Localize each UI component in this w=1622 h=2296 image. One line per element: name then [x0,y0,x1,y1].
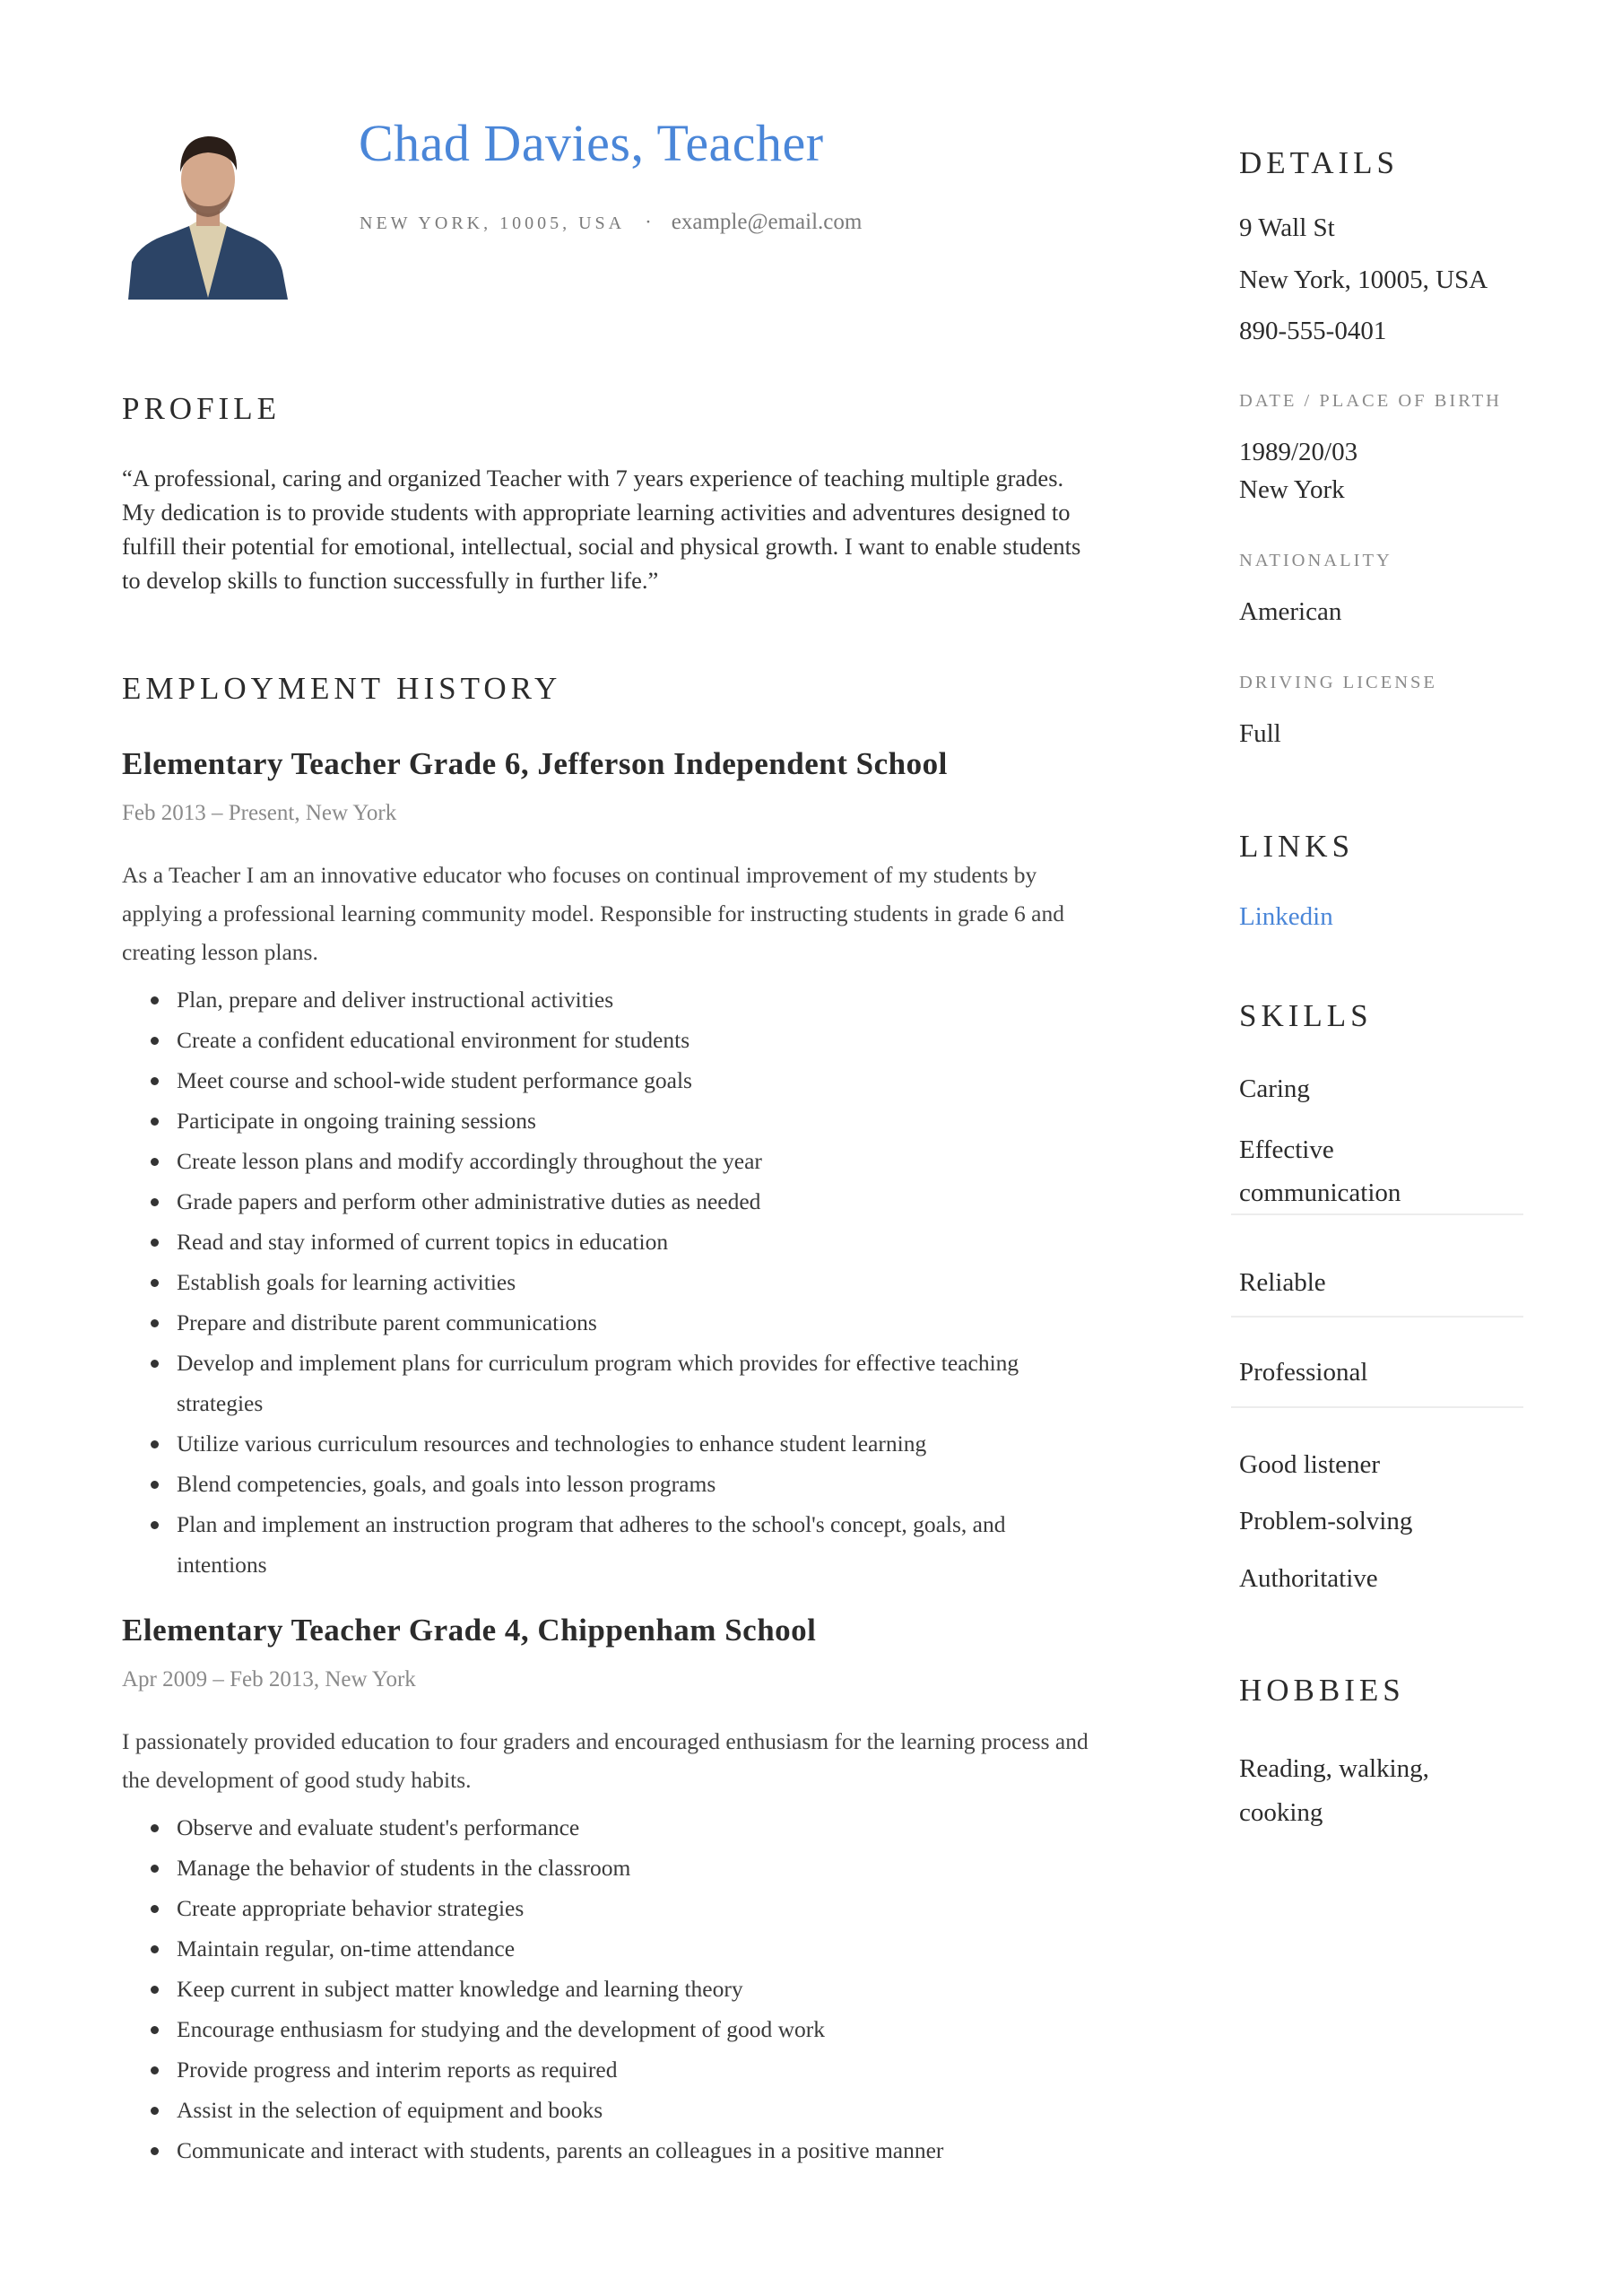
job-description: I passionately provided education to four graders and encouraged enthusiasm for the learning process and the development of good study habits. [122,1728,1089,1793]
list-item: Utilize various curriculum resources and technologies to enhance student learning [122,1423,1099,1464]
list-item: Provide progress and interim reports as required [122,2049,1099,2090]
contact-city: NEW YORK, 10005, USA [360,213,626,233]
driving-license-label: DRIVING LICENSE [1239,673,1437,692]
list-item: Observe and evaluate student's performance [122,1807,1099,1848]
address-street: 9 Wall St [1239,213,1335,242]
profile-photo [128,127,288,300]
nationality-value: American [1239,597,1342,626]
job-duties-list [122,1807,1099,2170]
list-item: Assist in the selection of equipment and books [122,2090,1099,2130]
contact-line [360,210,862,235]
employment-heading: EMPLOYMENT HISTORY [122,671,562,706]
list-item: Prepare and distribute parent communications [122,1302,1099,1343]
list-item: Create a confident educational environment for students [122,1020,1099,1060]
skill-divider [1231,1213,1523,1215]
skill-item: Problem-solving [1239,1507,1413,1535]
list-item: Meet course and school-wide student performance goals [122,1060,1099,1100]
list-item: Read and stay informed of current topics in education [122,1222,1099,1262]
candidate-name-title: Chad Davies, Teacher [359,114,824,172]
job-description: As a Teacher I am an innovative educator who focuses on continual improvement of my students by applying a professional learning community model. Responsible for instructing students in grade 6 and creating lesson plans. [122,862,1064,965]
skill-item: Reliable [1239,1268,1326,1297]
skill-item: Good listener [1239,1450,1381,1479]
job-dates: Apr 2009 – Feb 2013, New York [122,1667,416,1692]
list-item: Create appropriate behavior strategies [122,1888,1099,1928]
list-item: Encourage enthusiasm for studying and the development of good work [122,2009,1099,2049]
list-item: Establish goals for learning activities [122,1262,1099,1302]
person-portrait-icon [128,127,288,300]
phone-number: 890-555-0401 [1239,317,1387,345]
skill-item: Authoritative [1239,1564,1378,1593]
job-title: Elementary Teacher Grade 4, Chippenham School [122,1613,817,1648]
driving-license-value: Full [1239,719,1281,748]
skill-item: Effective communication [1239,1135,1401,1207]
list-item: Create lesson plans and modify accordingly throughout the year [122,1141,1099,1181]
linkedin-link[interactable]: Linkedin [1239,902,1333,931]
details-heading: DETAILS [1239,145,1400,180]
nationality-label: NATIONALITY [1239,551,1392,570]
birth-date: 1989/20/03 [1239,438,1358,466]
skill-divider [1231,1406,1523,1408]
list-item: Keep current in subject matter knowledge and learning theory [122,1969,1099,2009]
skills-heading: SKILLS [1239,998,1373,1033]
skill-divider [1231,1316,1523,1318]
contact-separator: · [645,211,652,233]
list-item: Plan and implement an instruction program that adheres to the school's concept, goals, and intentions [122,1504,1099,1585]
address-city: New York, 10005, USA [1239,265,1488,294]
list-item: Develop and implement plans for curriculum program which provides for effective teaching strategies [122,1343,1099,1423]
profile-heading: PROFILE [122,391,281,426]
job-duties-list [122,979,1099,1585]
profile-summary: “A professional, caring and organized Teacher with 7 years experience of teaching multiple grades. My dedication is to provide students with appropriate learning activities and adventures designed to fulfill their potential for emotional, intellectual, social and physical growth. I want to enable students to develop skills to function successfully in further life.” [122,465,1081,594]
list-item: Maintain regular, on-time attendance [122,1928,1099,1969]
list-item: Manage the behavior of students in the classroom [122,1848,1099,1888]
list-item: Communicate and interact with students, parents an colleagues in a positive manner [122,2130,1099,2170]
contact-email-link[interactable]: example@email.com [671,210,863,234]
job-title: Elementary Teacher Grade 6, Jefferson Independent School [122,746,948,781]
birth-label: DATE / PLACE OF BIRTH [1239,391,1502,411]
birth-place: New York [1239,475,1345,504]
list-item: Participate in ongoing training sessions [122,1100,1099,1141]
skill-item: Professional [1239,1358,1368,1387]
list-item: Grade papers and perform other administrative duties as needed [122,1181,1099,1222]
skill-item: Caring [1239,1074,1310,1103]
hobbies-text: Reading, walking, cooking [1239,1754,1429,1827]
hobbies-heading: HOBBIES [1239,1673,1405,1708]
list-item: Plan, prepare and deliver instructional activities [122,979,1099,1020]
job-dates: Feb 2013 – Present, New York [122,801,397,825]
list-item: Blend competencies, goals, and goals into lesson programs [122,1464,1099,1504]
links-heading: LINKS [1239,829,1355,864]
